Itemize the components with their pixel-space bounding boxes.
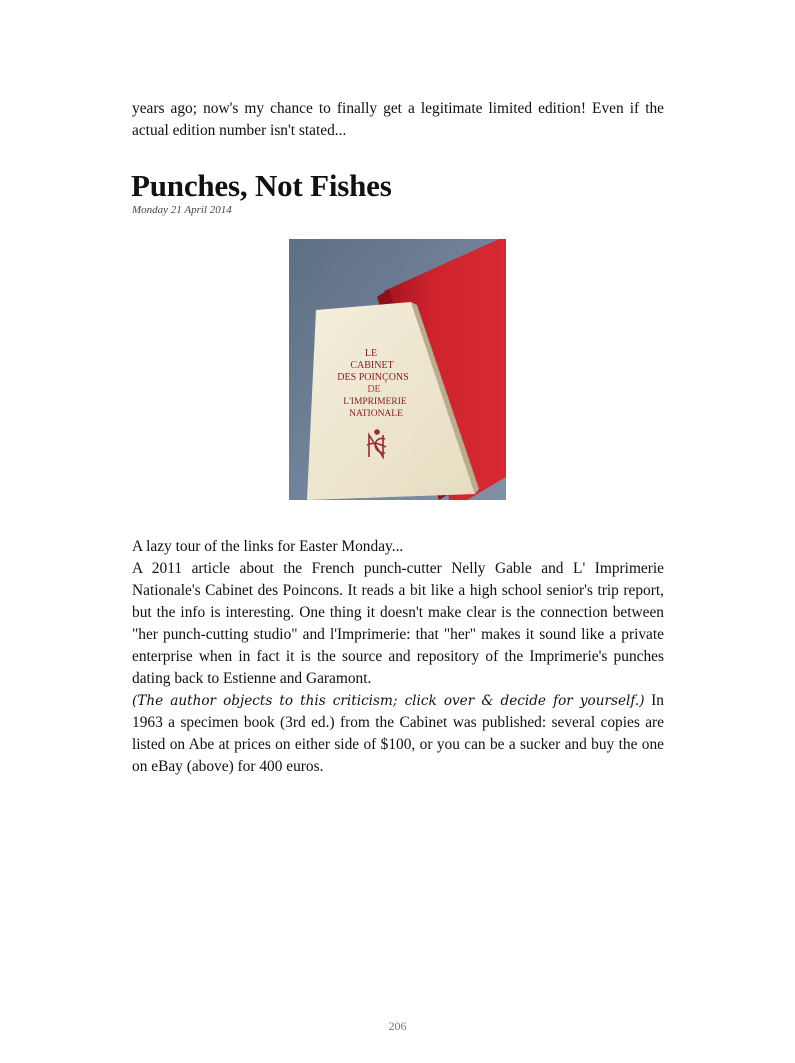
book-title-line: CABINET — [350, 360, 394, 371]
page-number: 206 — [388, 1019, 407, 1033]
body-text-tail: In 1963 a specimen book (3rd ed.) from the Cabinet was published: several copies are listed on Abe at prices on either side of $100, or you can be a sucker and buy the one on eBay (above) for 400 euros. — [132, 692, 664, 775]
body-text-main: A 2011 article about the French punch-cutter Nelly Gable and L' Imprimerie Nationale's Cabinet des Poincons. It reads a bit like a high school senior's trip report, but the info is interesting. One thing it doesn't make clear is the connection between "her punch-cutting studio" and l'Imprimerie: that "her" makes it sound like a private enterprise when in fact it is the source and repository of the Imprimerie's punches dating back to Estienne and Garamont. — [132, 560, 664, 687]
lead-line: A lazy tour of the links for Easter Monday... — [132, 538, 404, 555]
book-title-line: LE — [364, 348, 378, 359]
book-title-line: NATIONALE — [349, 409, 403, 419]
book-photo — [289, 239, 506, 500]
author-objection-link[interactable]: (The author objects to this criticism; click over & decide for yourself.) — [132, 693, 645, 709]
post-date: Monday 21 April 2014 — [132, 204, 232, 216]
intro-paragraph: years ago; now's my chance to finally get a legitimate limited edition! Even if the actual edition number isn't stated... — [132, 100, 664, 139]
book-title-line: DE — [367, 384, 381, 395]
book-title-line: DES POINÇONS — [337, 372, 409, 383]
post-body — [132, 536, 664, 778]
book-title-line: L'IMPRIMERIE — [343, 397, 407, 407]
post-title: Punches, Not Fishes — [131, 168, 392, 203]
body-paragraph — [132, 558, 664, 778]
